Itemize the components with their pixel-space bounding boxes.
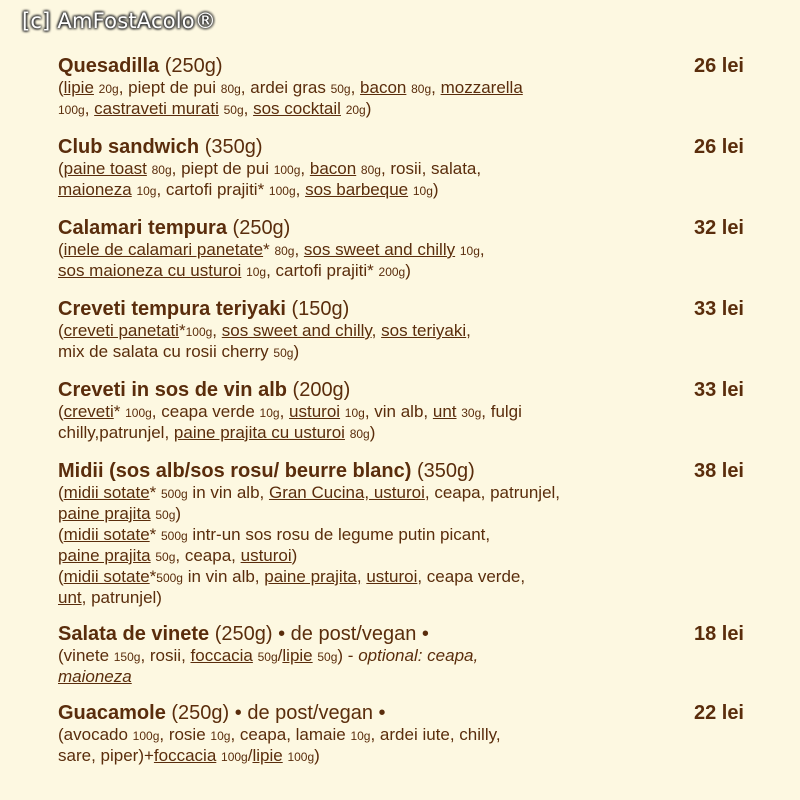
description-line [58, 588, 638, 607]
description-text: , ceapa, [175, 546, 241, 565]
description-text: , vin alb, [364, 402, 433, 421]
ingredient-quantity: 50g [257, 650, 278, 664]
description-text: in vin alb, [182, 567, 265, 586]
ingredient-link: maioneza [58, 180, 132, 199]
description-text: , [294, 240, 304, 259]
menu-item [58, 216, 746, 282]
ingredient-quantity: 80g [411, 82, 432, 96]
dish-tag: • de post/vegan • [234, 702, 386, 724]
ingredient-quantity: 50g [223, 103, 244, 117]
ingredient-quantity: 10g [136, 184, 157, 198]
dish-name: Midii (sos alb/sos rosu/ beurre blanc) [58, 460, 412, 482]
dish-weight: (250g) [232, 217, 291, 239]
dish-weight: (200g) [292, 379, 351, 401]
description-text: ) [405, 261, 411, 280]
ingredient-quantity: 50g [330, 82, 351, 96]
description-line [58, 725, 638, 746]
description-text: , rosii, salata, [380, 159, 482, 178]
description-text: ) [369, 423, 376, 442]
dish-weight: (250g) [214, 623, 273, 645]
menu-list [58, 54, 746, 782]
description-line [58, 483, 638, 504]
description-text: , rosii, [140, 646, 191, 665]
description-text: ( [58, 78, 64, 97]
menu-item [58, 701, 746, 767]
ingredient-link: sos maioneza cu usturoi [58, 261, 242, 280]
description-text: , ceapa verde, [417, 567, 526, 586]
description-text: chilly,patrunjel, [58, 423, 174, 442]
description-text: , rosie [159, 725, 211, 744]
ingredient-link: midii sotate [63, 525, 150, 544]
ingredient-link: sos sweet and chilly [303, 240, 456, 259]
ingredient-link: usturoi [366, 567, 418, 586]
description-text: ) [175, 504, 182, 523]
description-text: ( [58, 483, 64, 502]
ingredient-quantity: 500g [161, 487, 188, 501]
description-text: , [350, 78, 361, 97]
ingredient-link: usturoi [240, 546, 292, 565]
dish-price: 22 lei [693, 702, 744, 724]
description-text: , ardei iute, chilly, [370, 725, 501, 744]
dish-description [58, 483, 638, 607]
ingredient-link: foccacia [153, 746, 217, 765]
description-text: , [431, 78, 441, 97]
description-line [58, 321, 638, 342]
description-text: , patrunjel) [81, 588, 162, 607]
description-text: , [466, 321, 471, 340]
ingredient-quantity: 80g [274, 244, 295, 258]
ingredient-quantity: 50g [317, 650, 338, 664]
ingredient-link: Gran Cucina, usturoi [268, 483, 425, 502]
dish-description [58, 402, 638, 444]
watermark: [c] AmFostAcolo® [22, 9, 217, 33]
ingredient-link: mozzarella [440, 78, 523, 97]
ingredient-quantity: 10g [459, 244, 480, 258]
dish-description [58, 646, 638, 686]
description-text: ( [58, 240, 64, 259]
ingredient-quantity: 80g [220, 82, 241, 96]
ingredient-quantity: 10g [344, 406, 365, 420]
dish-price: 18 lei [693, 623, 744, 645]
ingredient-quantity: 100g [185, 325, 213, 339]
ingredient-link: sos barbeque [305, 180, 409, 199]
description-text: (avocado [58, 725, 133, 744]
ingredient-quantity: 100g [132, 729, 160, 743]
ingredient-quantity: 10g [412, 184, 433, 198]
dish-weight: (250g) [164, 55, 223, 77]
description-line [58, 423, 638, 444]
description-text: optional: ceapa, [358, 646, 479, 665]
ingredient-link: paine toast [63, 159, 147, 178]
menu-item [58, 459, 746, 607]
description-text: ( [58, 321, 64, 340]
description-text: * [149, 525, 161, 544]
dish-price: 26 lei [693, 55, 744, 77]
ingredient-quantity: 100g [58, 103, 85, 117]
description-line [58, 78, 638, 99]
dish-weight: (350g) [416, 460, 475, 482]
description-text: ( [58, 159, 64, 178]
description-text: , [243, 99, 254, 118]
description-text: , cartofi prajiti* [156, 180, 269, 199]
dish-weight: (150g) [291, 298, 350, 320]
description-line [58, 180, 638, 201]
ingredient-quantity: 80g [349, 427, 370, 441]
description-text: , [84, 99, 95, 118]
menu-item [58, 135, 746, 201]
description-text: , [479, 240, 485, 259]
description-text: intr-un sos rosu de legume putin picant, [187, 525, 491, 544]
menu-item-header [58, 701, 746, 725]
ingredient-quantity: 50g [273, 346, 294, 360]
menu-item-header [58, 459, 746, 483]
description-text: , ardei gras [240, 78, 331, 97]
ingredient-link: creveti panetati [63, 321, 179, 340]
description-text: * [263, 240, 275, 259]
description-text: * [149, 567, 157, 586]
dish-name: Quesadilla [58, 55, 160, 77]
description-text: , fulgi [481, 402, 522, 421]
description-text: ) [432, 180, 439, 199]
ingredient-link: bacon [360, 78, 407, 97]
dish-price: 33 lei [693, 379, 744, 401]
menu-item [58, 622, 746, 686]
dish-price: 32 lei [693, 217, 744, 239]
description-text: ) [314, 746, 320, 765]
dish-weight: (350g) [204, 136, 263, 158]
description-line [58, 746, 638, 767]
description-text: ( [58, 402, 64, 421]
ingredient-link: unt [432, 402, 457, 421]
description-text: * [178, 321, 186, 340]
ingredient-quantity: 100g [268, 184, 296, 198]
ingredient-quantity: 50g [155, 508, 176, 522]
ingredient-quantity: 80g [360, 163, 381, 177]
menu-item-header [58, 378, 746, 402]
dish-tag: • de post/vegan • [278, 623, 429, 645]
ingredient-link: midii sotate [63, 483, 150, 502]
description-line [58, 261, 638, 282]
ingredient-quantity: 100g [221, 750, 248, 764]
ingredient-quantity: 150g [113, 650, 141, 664]
ingredient-link: bacon [309, 159, 357, 178]
dish-weight: (250g) [171, 702, 230, 724]
ingredient-quantity: 100g [273, 163, 301, 177]
dish-description [58, 78, 638, 120]
description-text: , [212, 321, 222, 340]
dish-price: 33 lei [693, 298, 744, 320]
description-line [58, 504, 638, 525]
description-text: , ceapa, patrunjel, [424, 483, 561, 502]
menu-item [58, 378, 746, 444]
description-text: , piept de pui [118, 78, 221, 97]
ingredient-link: paine prajita [58, 504, 151, 523]
menu-item-header [58, 297, 746, 321]
ingredient-quantity: 100g [125, 406, 152, 420]
description-text: sare, piper)+ [58, 746, 154, 765]
ingredient-link: midii sotate [63, 567, 150, 586]
ingredient-quantity: 30g [461, 406, 482, 420]
ingredient-quantity: 20g [345, 103, 366, 117]
ingredient-quantity: 50g [155, 550, 176, 564]
dish-name: Guacamole [58, 702, 166, 724]
description-text: , ceapa verde [151, 402, 260, 421]
description-text: * [149, 483, 161, 502]
ingredient-quantity: 500g [161, 529, 188, 543]
dish-price: 26 lei [693, 136, 744, 158]
ingredient-quantity: 200g [378, 265, 406, 279]
menu-item-header [58, 216, 746, 240]
description-text: , ceapa, lamaie [230, 725, 351, 744]
menu-item [58, 54, 746, 120]
description-text: , [295, 180, 306, 199]
ingredient-link: inele de calamari panetate [63, 240, 264, 259]
description-line [58, 567, 638, 588]
menu-item-header [58, 135, 746, 159]
dish-name: Creveti tempura teriyaki [58, 298, 286, 320]
ingredient-link: maioneza [58, 667, 132, 686]
dish-description [58, 725, 638, 767]
ingredient-link: paine prajita cu usturoi [173, 423, 345, 442]
description-text: / [277, 646, 283, 665]
description-text: , cartofi prajiti* [266, 261, 379, 280]
description-text: ) [365, 99, 372, 118]
dish-description [58, 240, 638, 282]
description-text: , [279, 402, 290, 421]
description-text: / [247, 746, 253, 765]
description-text: ) - [337, 646, 359, 665]
dish-name: Calamari tempura [58, 217, 227, 239]
ingredient-link: lipie [63, 78, 94, 97]
dish-name: Creveti in sos de vin alb [58, 379, 287, 401]
ingredient-quantity: 10g [210, 729, 231, 743]
dish-name: Club sandwich [58, 136, 200, 158]
dish-description [58, 321, 638, 363]
dish-name: Salata de vinete [58, 623, 210, 645]
description-line [58, 99, 638, 120]
dish-description [58, 159, 638, 201]
description-line [58, 402, 638, 423]
ingredient-link: paine prajita, [264, 567, 362, 586]
description-text: ( [58, 567, 64, 586]
ingredient-link: lipie [252, 746, 283, 765]
ingredient-link: sos sweet and chilly [221, 321, 372, 340]
description-text: , piept de pui [171, 159, 274, 178]
ingredient-link: lipie [282, 646, 313, 665]
description-line [58, 342, 638, 363]
description-text: * [113, 402, 126, 421]
description-text: , [300, 159, 310, 178]
ingredient-link: foccacia [190, 646, 253, 665]
menu-item [58, 297, 746, 363]
description-text: ) [293, 342, 300, 361]
ingredient-link: unt [58, 588, 82, 607]
description-text: , [371, 321, 382, 340]
description-line [58, 546, 638, 567]
ingredient-link: sos cocktail [253, 99, 341, 118]
description-line [58, 240, 638, 261]
description-text: mix de salata cu rosii cherry [58, 342, 274, 361]
ingredient-quantity: 100g [287, 750, 315, 764]
description-line [58, 667, 638, 686]
description-text: (vinete [58, 646, 114, 665]
ingredient-quantity: 20g [98, 82, 119, 96]
description-text: ) [291, 546, 298, 565]
ingredient-quantity: 500g [156, 571, 183, 585]
description-line [58, 159, 638, 180]
menu-item-header [58, 622, 746, 646]
dish-price: 38 lei [693, 460, 744, 482]
ingredient-quantity: 80g [151, 163, 172, 177]
ingredient-link: usturoi [289, 402, 341, 421]
ingredient-quantity: 10g [246, 265, 267, 279]
description-text: in vin alb, [187, 483, 269, 502]
ingredient-link: paine prajita [58, 546, 151, 565]
ingredient-link: castraveti murati [94, 99, 219, 118]
ingredient-link: creveti [63, 402, 114, 421]
description-line [58, 646, 638, 667]
description-line [58, 525, 638, 546]
ingredient-quantity: 10g [350, 729, 371, 743]
ingredient-link: sos teriyaki [381, 321, 467, 340]
description-text: ( [58, 525, 64, 544]
menu-item-header [58, 54, 746, 78]
ingredient-quantity: 10g [259, 406, 280, 420]
